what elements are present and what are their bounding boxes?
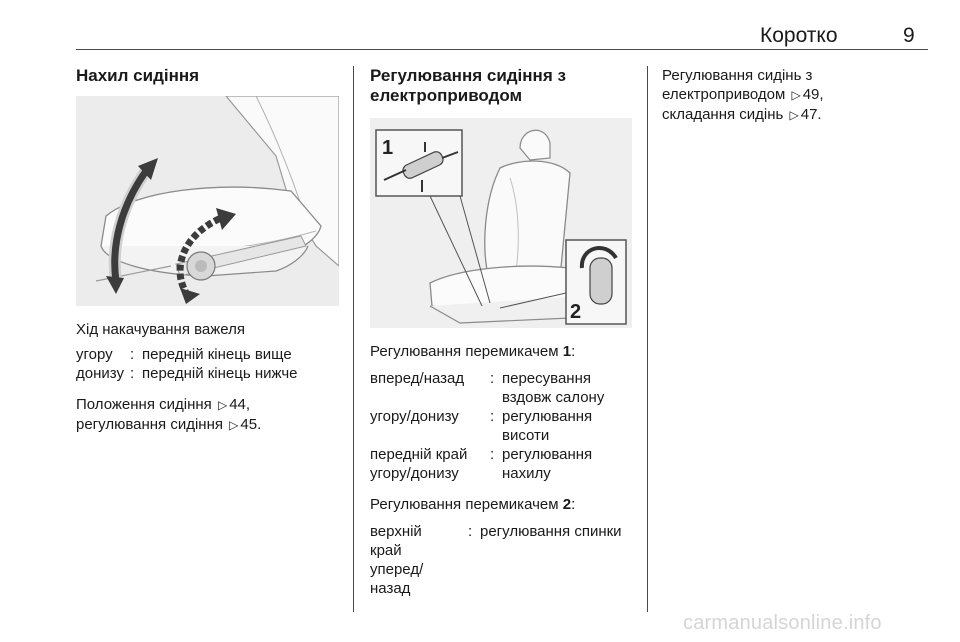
xref-arrow-icon: ▷ — [791, 88, 801, 102]
xref-arrow-icon: ▷ — [217, 398, 228, 412]
column-divider-1 — [353, 66, 354, 612]
cross-reference-1[interactable]: Положення сидіння ▷ 44, — [76, 396, 251, 413]
xref-arrow-icon: ▷ — [229, 418, 239, 432]
middle-heading-line2: електроприводом — [370, 86, 523, 105]
left-heading: Нахил сидіння — [76, 66, 200, 85]
tilt-row-down: донизу : передній кінець нижче — [76, 364, 341, 383]
page-number: 9 — [903, 24, 915, 47]
middle-heading-line1: Регулювання сидіння з — [370, 66, 566, 85]
tilt-key-down: донизу — [76, 365, 124, 382]
left-column — [76, 66, 341, 435]
switch1-row-up-down: угору/донизу : регулювання висоти — [370, 408, 593, 444]
switch2-row: верхній край уперед/ назад : регулювання спинки — [370, 523, 622, 597]
figure-caption: Хід накачування важеля — [76, 321, 245, 338]
switch1-intro: Регулювання перемикачем 1: — [370, 343, 576, 360]
tilt-key-up: угору — [76, 346, 113, 363]
right-column — [662, 66, 932, 125]
header-divider — [76, 49, 928, 50]
switch1-row-forward-back: вперед/назад : пересування вздовж салону — [370, 370, 605, 406]
watermark: carmanualsonline.info — [683, 612, 882, 634]
right-cross-reference-1[interactable]: електроприводом ▷ 49, — [662, 86, 824, 103]
middle-column — [370, 66, 636, 598]
tilt-value-down: передній кінець нижче — [142, 365, 298, 382]
seat-tilt-illustration — [76, 96, 339, 306]
column-divider-2 — [647, 66, 648, 612]
section-title: Коротко — [760, 24, 838, 47]
power-seat-illustration — [370, 118, 632, 328]
switch2-intro: Регулювання перемикачем 2: — [370, 496, 576, 513]
right-cross-reference-2[interactable]: складання сидінь ▷ 47. — [662, 106, 822, 123]
cross-reference-2[interactable]: регулювання сидіння ▷ 45. — [76, 416, 262, 433]
figure-label-1: 1 — [382, 137, 394, 159]
xref-arrow-icon: ▷ — [789, 108, 799, 122]
right-line1: Регулювання сидінь з — [662, 67, 813, 84]
tilt-row-up: угору : передній кінець вище — [76, 345, 341, 364]
figure-label-2: 2 — [570, 301, 582, 323]
switch1-row-front-edge: передній край угору/донизу : регулювання нахилу — [370, 446, 593, 482]
tilt-value-up: передній кінець вище — [142, 346, 292, 363]
